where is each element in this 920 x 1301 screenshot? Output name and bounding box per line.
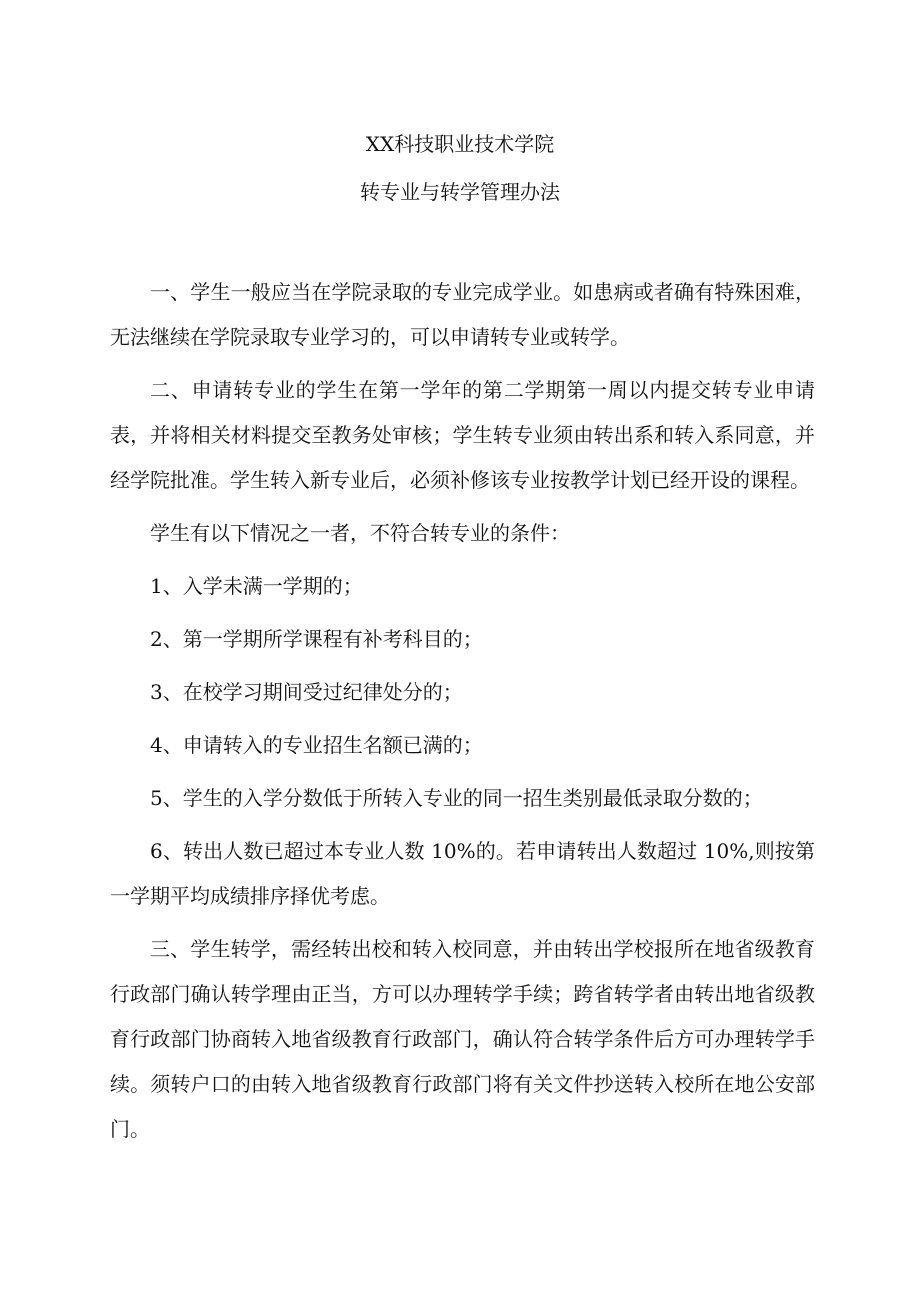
condition-item-3: 3、在校学习期间受过纪律处分的； (150, 680, 463, 704)
document-title: XX科技职业技术学院 (365, 132, 555, 156)
paragraph-conditions-intro: 学生有以下情况之一者，不符合转专业的条件： (150, 521, 570, 545)
condition-item-6: 6、转出人数已超过本专业人数 10%的。若申请转出人数超过 10%,则按第一学期平均成绩排序择优考虑。 (110, 839, 815, 908)
document-body (110, 270, 815, 1152)
condition-item-4: 4、申请转入的专业招生名额已满的； (150, 733, 483, 757)
paragraph-2: 二、申请转专业的学生在第一学年的第二学期第一周以内提交转专业申请表，并将相关材料提交至教务处审核；学生转专业须由转出系和转入系同意，并经学院批准。学生转入新专业后，必须补修该专业按教学计划已经开设的课程。 (110, 378, 815, 492)
paragraph-1: 一、学生一般应当在学院录取的专业完成学业。如患病或者确有特殊困难，无法继续在学院录取专业学习的，可以申请转专业或转学。 (110, 280, 815, 349)
condition-item-2: 2、第一学期所学课程有补考科目的； (150, 627, 483, 651)
condition-item-1: 1、入学未满一学期的； (150, 574, 363, 598)
condition-item-5: 5、学生的入学分数低于所转入专业的同一招生类别最低录取分数的； (150, 786, 763, 810)
document-subtitle: 转专业与转学管理办法 (360, 180, 560, 204)
paragraph-3: 三、学生转学，需经转出校和转入校同意，并由转出学校报所在地省级教育行政部门确认转学理由正当，方可以办理转学手续；跨省转学者由转出地省级教育行政部门协商转入地省级教育行政部门，确认符合转学条件后方可办理转学手续。须转户口的由转入地省级教育行政部门将有关文件抄送转入校所在地公安部门。 (110, 937, 815, 1141)
